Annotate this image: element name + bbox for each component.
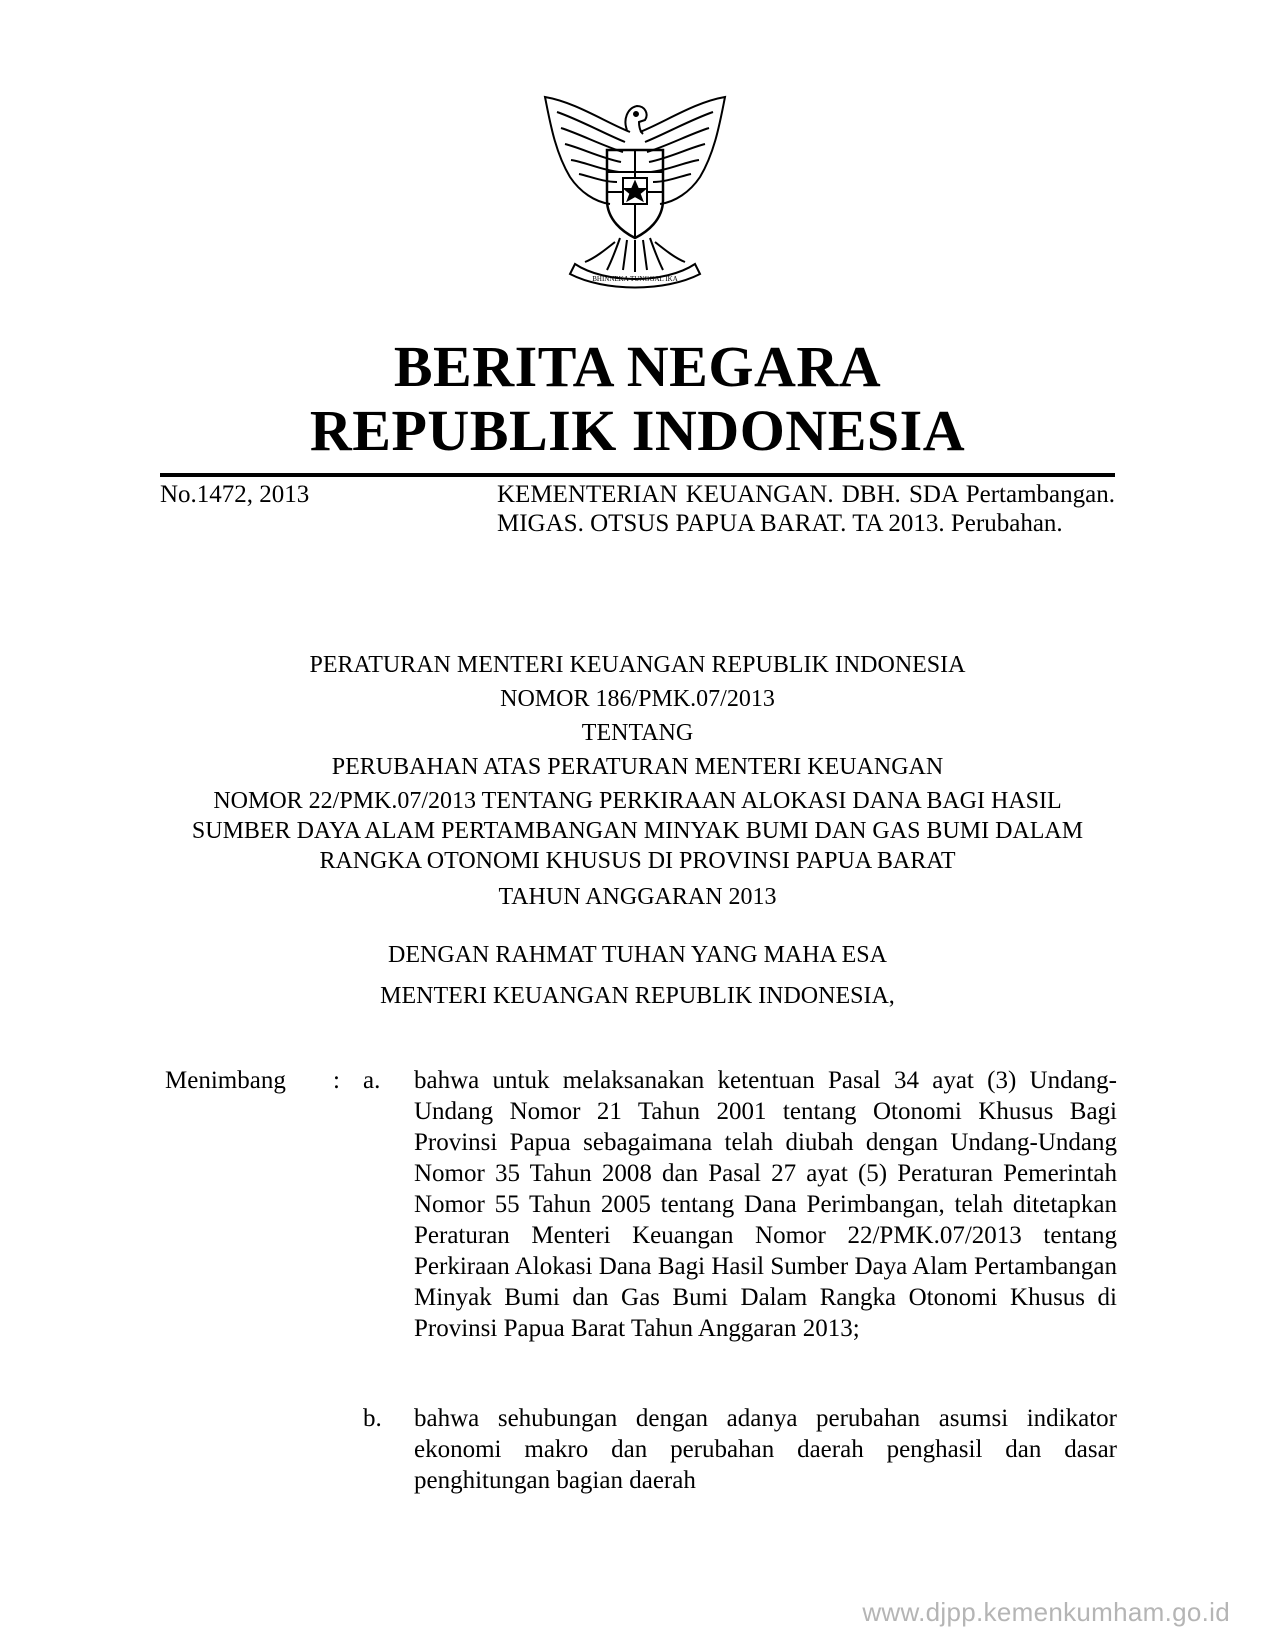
regulation-amendment: PERUBAHAN ATAS PERATURAN MENTERI KEUANGAN	[331, 754, 944, 780]
issue-subject: KEMENTERIAN KEUANGAN. DBH. SDA Pertambangan. MIGAS. OTSUS PAPUA BARAT. TA 2013. Perubahan.	[497, 481, 1115, 537]
considering-item-text: bahwa untuk melaksanakan ketentuan Pasal 34 ayat (3) Undang-Undang Nomor 21 Tahun 2001 tentang Otonomi Khusus Bagi Provinsi Papua sebagaimana telah diubah dengan Undang-Undang Nomor 35 Tahun 2008 dan Pasal 27 ayat (5) Peraturan Pemerintah Nomor 55 Tahun 2005 tentang Dana Perimbangan, telah ditetapkan Peraturan Menteri Keuangan Nomor 22/PMK.07/2013 tentang Perkiraan Alokasi Dana Bagi Hasil Sumber Daya Alam Pertambangan Minyak Bumi dan Gas Bumi Dalam Rangka Otonomi Khusus di Provinsi Papua Barat Tahun Anggaran 2013;	[414, 1067, 1117, 1342]
masthead-line-2: REPUBLIK INDONESIA	[309, 398, 966, 463]
watermark-url: www.djpp.kemenkumham.go.id	[862, 1597, 1230, 1627]
considering-label: Menimbang	[165, 1067, 286, 1094]
garuda-emblem-icon	[535, 92, 735, 292]
regulation-fiscal-year: TAHUN ANGGARAN 2013	[498, 884, 777, 910]
considering-colon: :	[333, 1067, 340, 1094]
regulation-name: PERATURAN MENTERI KEUANGAN REPUBLIK INDONESIA	[309, 652, 966, 678]
masthead	[160, 335, 1115, 463]
issue-number: No.1472, 2013	[160, 481, 310, 508]
regulation-description: NOMOR 22/PMK.07/2013 TENTANG PERKIRAAN ALOKASI DANA BAGI HASIL SUMBER DAYA ALAM PERTAMBANGAN MINYAK BUMI DAN GAS BUMI DALAM RANGKA OTONOMI KHUSUS DI PROVINSI PAPUA BARAT	[191, 788, 1084, 874]
emblem-motto: BHINNEKA TUNGGAL IKA	[592, 275, 678, 283]
opening-statement	[160, 935, 1115, 1017]
regulation-about: TENTANG	[581, 720, 694, 746]
header-divider	[160, 473, 1115, 477]
opening-line-1: DENGAN RAHMAT TUHAN YANG MAHA ESA	[388, 942, 887, 968]
considering-item-marker: a.	[363, 1067, 381, 1094]
regulation-number: NOMOR 186/PMK.07/2013	[500, 686, 775, 712]
opening-line-2: MENTERI KEUANGAN REPUBLIK INDONESIA,	[380, 983, 895, 1009]
considering-item-text: bahwa sehubungan dengan adanya perubahan asumsi indikator ekonomi makro dan perubahan daerah penghasil dan dasar penghitungan bagian daerah	[414, 1405, 1117, 1494]
considering-item-marker: b.	[363, 1405, 382, 1432]
masthead-line-1: BERITA NEGARA	[393, 334, 882, 399]
regulation-title	[160, 648, 1115, 914]
